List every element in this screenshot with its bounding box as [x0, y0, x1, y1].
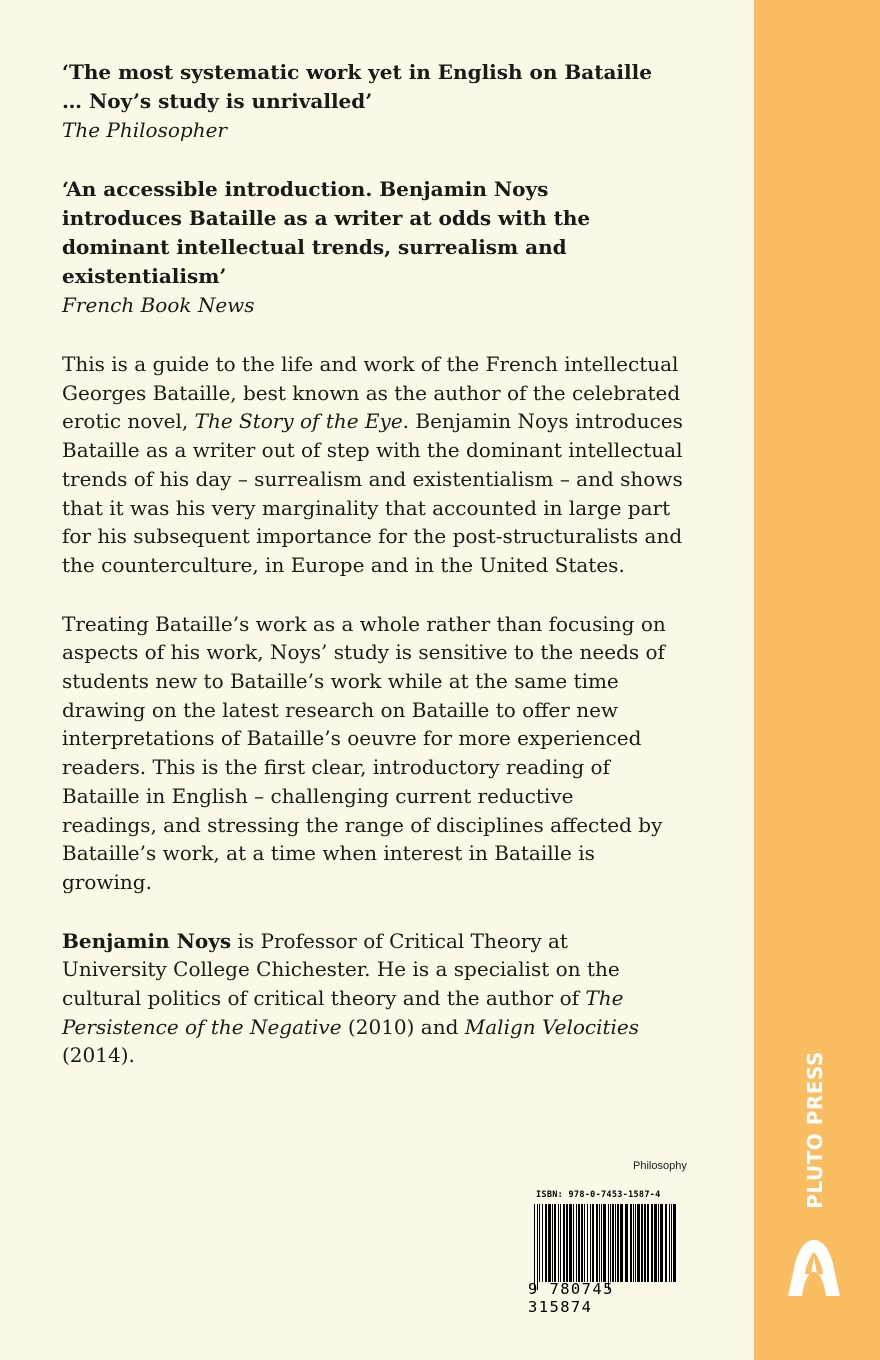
review-quote-source: The Philosopher	[62, 118, 227, 142]
author-bio-text: (2010) and	[341, 1014, 465, 1039]
author-bio-text: (2014).	[62, 1043, 135, 1068]
cover-text	[62, 58, 712, 1100]
pluto-arch-logo-icon	[782, 1238, 846, 1298]
description-paragraph-2: Treating Bataille’s work as a whole rather than focusing on aspects of his work, Noys’ study is sensitive to the needs of students new to Bataille’s work while at the same time drawing on the latest research on Bataille to offer new interpretations of Bataille’s oeuvre for more experienced readers. This is the first clear, introductory reading of Bataille in English – challenging current reductive readings, and stressing the range of disciplines affected by Bataille’s work, at a time when interest in Bataille is growing.	[62, 611, 666, 894]
review-quote-text: ‘The most systematic work yet in English on Bataille … Noy’s study is unrivalled’	[62, 60, 652, 113]
description-paragraph-1	[62, 350, 684, 580]
author-bio	[62, 927, 668, 1071]
publisher-name: PLUTO PRESS	[803, 1051, 827, 1209]
isbn-label: ISBN: 978-0-7453-1587-4	[536, 1190, 661, 1200]
review-quote-1	[62, 58, 672, 145]
description-text: . Benjamin Noys introduces Bataille as a writer out of step with the dominant intellectual trends of his day – surrealism and existentialism – and shows that it was his very marginality that accounted in large part for his subsequent importance for the post-structuralists and the counterculture, in Europe and in the United States.	[62, 409, 683, 577]
author-bio-text: is Professor of Critical Theory at University College Chichester. He is a specialist on the cultural politics of critical theory and the author of	[62, 928, 620, 1011]
book-title: The Persistence of the Negative	[62, 986, 624, 1039]
review-quote-2	[62, 175, 642, 320]
review-quote-source: French Book News	[62, 293, 255, 317]
isbn-barcode	[528, 1186, 684, 1316]
book-title: Malign Velocities	[464, 1014, 640, 1039]
subject-category: Philosophy	[633, 1160, 687, 1172]
book-title: The Story of the Eye	[194, 409, 403, 434]
review-quote-text: ‘An accessible introduction. Benjamin Noys introduces Bataille as a writer at odds with the dominant intellectual trends, surrealism and existentialism’	[62, 177, 591, 288]
author-name: Benjamin Noys	[62, 928, 232, 953]
description-text: This is a guide to the life and work of the French intellectual Georges Bataille, best known as the author of the celebrated erotic novel,	[62, 352, 681, 434]
barcode-bars	[534, 1204, 680, 1290]
isbn-digits: 9 780745 315874	[528, 1280, 614, 1316]
